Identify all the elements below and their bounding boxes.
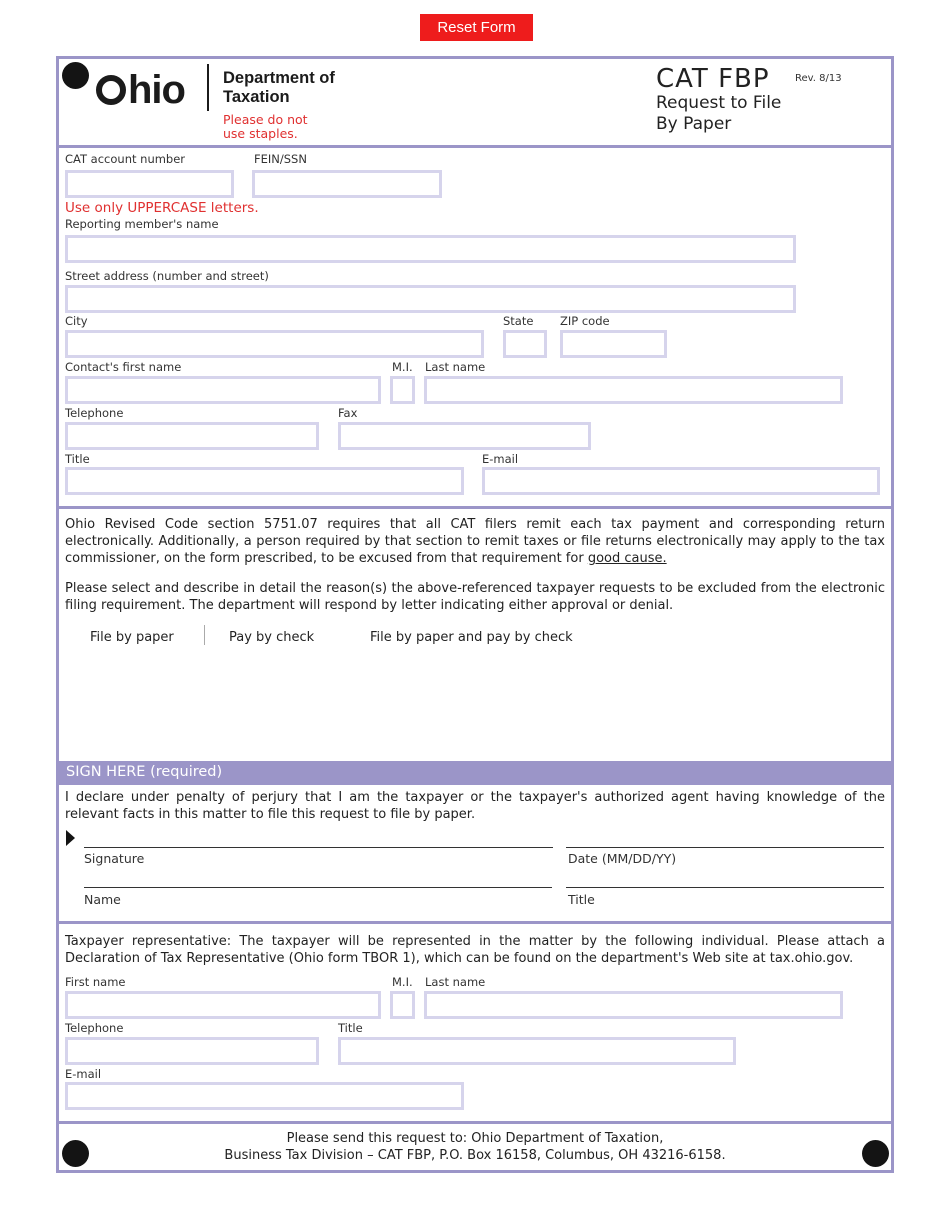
- member-name-field[interactable]: [65, 235, 796, 263]
- city-input[interactable]: [68, 333, 481, 355]
- rep-email-field[interactable]: [65, 1082, 464, 1110]
- telephone-input[interactable]: [68, 425, 316, 447]
- title-input[interactable]: [68, 470, 461, 492]
- corner-dot-icon: [62, 1140, 89, 1167]
- rep-email-label: E-mail: [65, 1067, 102, 1081]
- sign-arrow-icon: [66, 830, 75, 846]
- form-id: CAT FBP: [656, 64, 770, 94]
- section-divider: [56, 1121, 894, 1124]
- date-label: Date (MM/DD/YY): [568, 851, 677, 866]
- street-input[interactable]: [68, 288, 793, 310]
- select-reason-paragraph: Please select and describe in detail the reason(s) the above-referenced taxpayer requests to be excluded from the electronic filing requirement. The department will respond by letter indicating either approval or denial.: [65, 581, 885, 613]
- option-separator: [204, 625, 205, 645]
- city-label: City: [65, 314, 88, 328]
- rep-mi-input[interactable]: [393, 994, 412, 1016]
- sign-title-label: Title: [568, 892, 595, 907]
- corner-dot-icon: [62, 62, 89, 89]
- cat-account-input[interactable]: [68, 173, 231, 195]
- last-name-field[interactable]: [424, 376, 843, 404]
- section-divider: [56, 506, 894, 509]
- fein-input[interactable]: [255, 173, 439, 195]
- telephone-label: Telephone: [65, 406, 124, 420]
- fax-input[interactable]: [341, 425, 588, 447]
- zip-label: ZIP code: [560, 314, 610, 328]
- rep-telephone-field[interactable]: [65, 1037, 319, 1065]
- department-name: Department of Taxation: [223, 69, 335, 106]
- member-name-input[interactable]: [68, 238, 793, 260]
- rep-last-name-field[interactable]: [424, 991, 843, 1019]
- option-file-by-paper[interactable]: File by paper: [90, 630, 174, 645]
- contact-first-input[interactable]: [68, 379, 378, 401]
- rep-email-input[interactable]: [68, 1085, 461, 1107]
- option-file-and-pay[interactable]: File by paper and pay by check: [370, 630, 573, 645]
- zip-field[interactable]: [560, 330, 667, 358]
- email-input[interactable]: [485, 470, 877, 492]
- telephone-field[interactable]: [65, 422, 319, 450]
- declaration-text: I declare under penalty of perjury that I am the taxpayer or the taxpayer's authorized agent having knowledge of the relevant facts in this matter to file this request to file by paper.: [65, 790, 885, 822]
- reset-form-button[interactable]: Reset Form: [420, 14, 533, 41]
- rep-title-field[interactable]: [338, 1037, 736, 1065]
- rep-first-name-input[interactable]: [68, 994, 378, 1016]
- state-field[interactable]: [503, 330, 547, 358]
- mi-label: M.I.: [392, 360, 413, 374]
- no-staples-note: Please do not use staples.: [223, 112, 308, 141]
- ohio-logo-o-icon: [96, 75, 126, 105]
- name-label: Name: [84, 892, 121, 907]
- street-label: Street address (number and street): [65, 269, 269, 283]
- last-name-input[interactable]: [427, 379, 840, 401]
- fax-label: Fax: [338, 406, 358, 420]
- logo-divider: [207, 64, 209, 111]
- rep-last-name-input[interactable]: [427, 994, 840, 1016]
- date-line[interactable]: [566, 847, 884, 848]
- orc-paragraph: Ohio Revised Code section 5751.07 requires that all CAT filers remit each tax payment and corresponding return electronically. Additionally, a person required by that section to remit taxes or file returns electronically may apply to the tax commissioner, on the form prescribed, to be excused from that requirement for good cause.: [65, 517, 885, 566]
- rep-mi-field[interactable]: [390, 991, 415, 1019]
- street-field[interactable]: [65, 285, 796, 313]
- contact-first-label: Contact's first name: [65, 360, 182, 374]
- zip-input[interactable]: [563, 333, 664, 355]
- last-name-label: Last name: [425, 360, 486, 374]
- uppercase-warning: Use only UPPERCASE letters.: [65, 200, 259, 216]
- cat-account-label: CAT account number: [65, 152, 186, 166]
- signature-line[interactable]: [84, 847, 553, 848]
- signature-label: Signature: [84, 851, 145, 866]
- revision-date: Rev. 8/13: [795, 73, 842, 84]
- fein-field[interactable]: [252, 170, 442, 198]
- email-label: E-mail: [482, 452, 519, 466]
- option-pay-by-check[interactable]: Pay by check: [229, 630, 315, 645]
- mailing-address: Please send this request to: Ohio Department of Taxation, Business Tax Division – CAT FBP, P.O. Box 16158, Columbus, OH 43216-6158.: [224, 1131, 726, 1163]
- good-cause-link[interactable]: good cause.: [587, 551, 667, 566]
- title-label: Title: [65, 452, 90, 466]
- title-line[interactable]: [566, 887, 884, 888]
- mi-field[interactable]: [390, 376, 415, 404]
- rep-title-input[interactable]: [341, 1040, 733, 1062]
- section-divider: [56, 921, 894, 924]
- rep-telephone-label: Telephone: [65, 1021, 124, 1035]
- form-subtitle: Request to File By Paper: [656, 93, 782, 134]
- representative-intro: Taxpayer representative: The taxpayer will be represented in the matter by the following individual. Please attach a Declaration of Tax Representative (Ohio form TBOR 1), which can be found on the department's Web site at tax.ohio.gov.: [65, 934, 885, 966]
- contact-first-field[interactable]: [65, 376, 381, 404]
- fein-label: FEIN/SSN: [254, 152, 307, 166]
- cat-account-field[interactable]: [65, 170, 234, 198]
- member-name-label: Reporting member's name: [65, 217, 219, 231]
- section-divider: [56, 145, 894, 148]
- city-field[interactable]: [65, 330, 484, 358]
- email-field[interactable]: [482, 467, 880, 495]
- state-input[interactable]: [506, 333, 544, 355]
- rep-title-label: Title: [338, 1021, 363, 1035]
- rep-last-name-label: Last name: [425, 975, 486, 989]
- title-field[interactable]: [65, 467, 464, 495]
- sign-here-band: SIGN HERE (required): [59, 761, 891, 785]
- rep-mi-label: M.I.: [392, 975, 413, 989]
- rep-telephone-input[interactable]: [68, 1040, 316, 1062]
- rep-first-name-field[interactable]: [65, 991, 381, 1019]
- ohio-logo-text: hio: [128, 68, 185, 112]
- rep-first-name-label: First name: [65, 975, 126, 989]
- corner-dot-icon: [862, 1140, 889, 1167]
- mi-input[interactable]: [393, 379, 412, 401]
- state-label: State: [503, 314, 534, 328]
- fax-field[interactable]: [338, 422, 591, 450]
- name-line[interactable]: [84, 887, 552, 888]
